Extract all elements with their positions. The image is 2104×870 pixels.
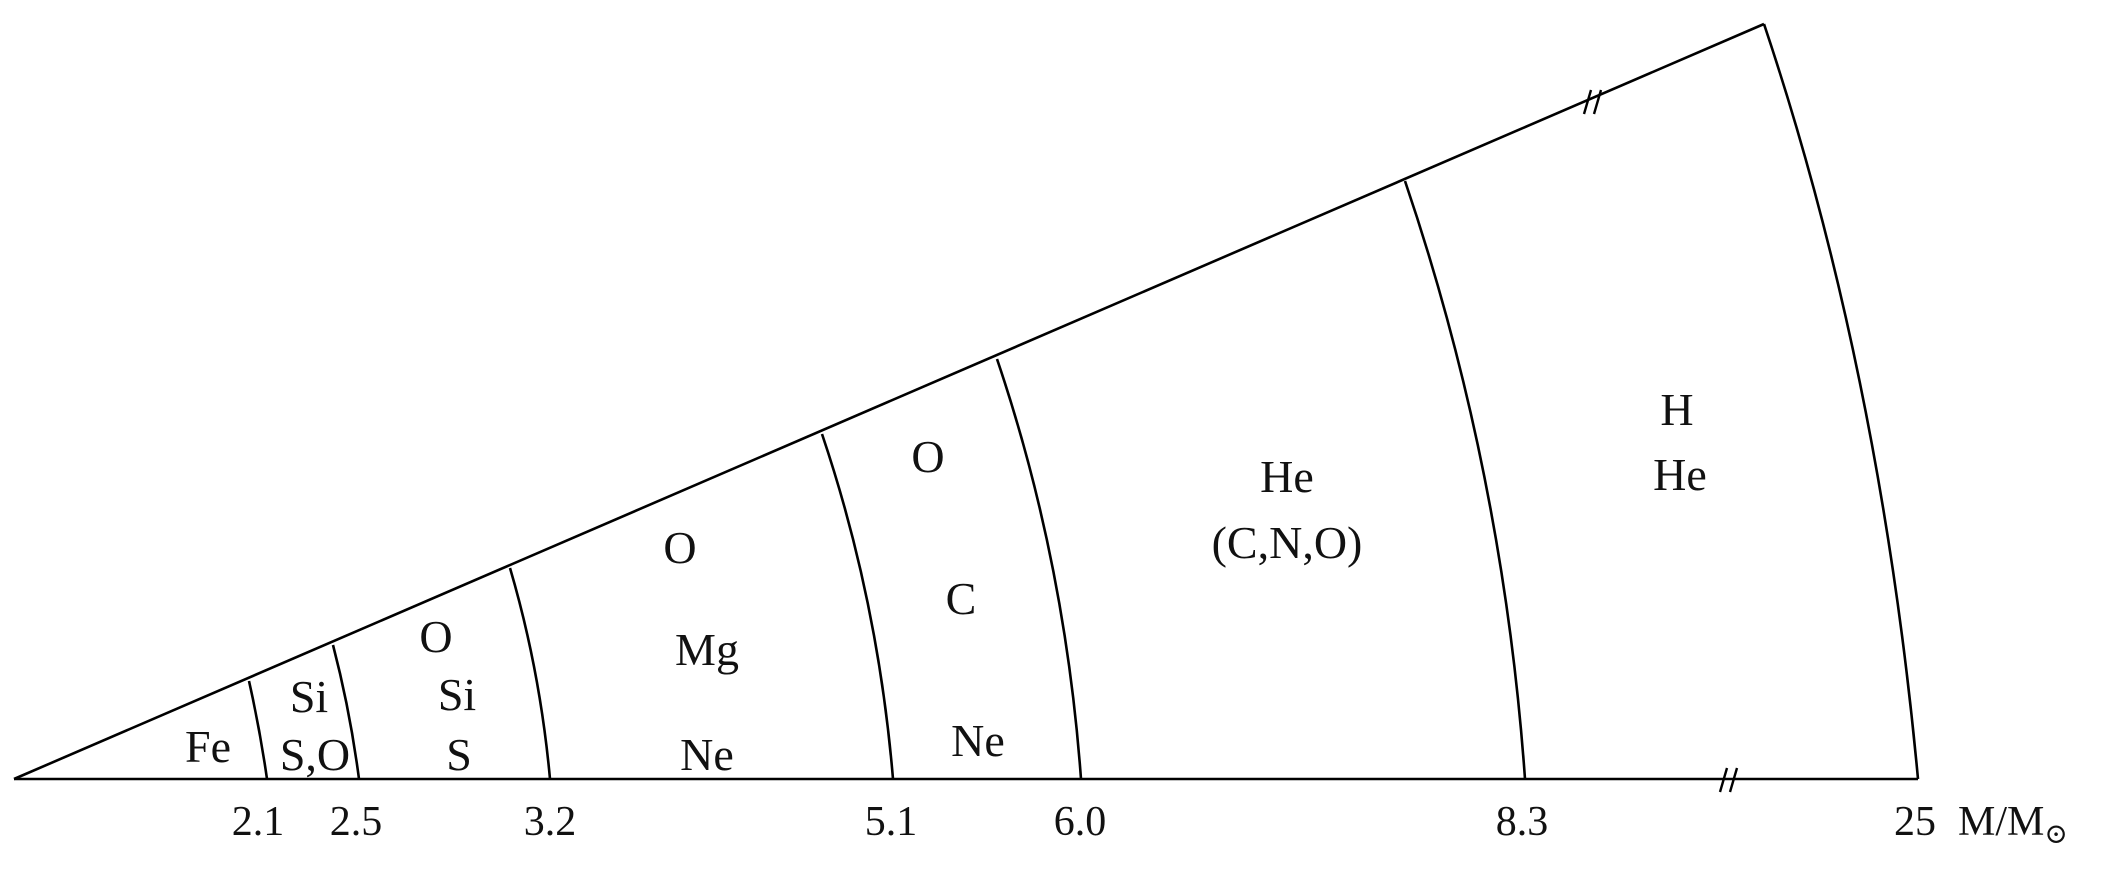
shell-label-o-3: S: [446, 729, 472, 780]
shell-label-he-1: He: [1260, 451, 1314, 502]
shell-label-c-3: Ne: [951, 715, 1005, 766]
shell-label-c-1: O: [911, 431, 945, 482]
tick-label-8-3: 8.3: [1495, 799, 1549, 845]
shell-label-si-1: Si: [289, 671, 329, 722]
wedge-top-edge: [14, 24, 1764, 779]
tick-label-6-0: 6.0: [1053, 799, 1107, 845]
axis-unit-main: M/M: [1958, 799, 2045, 845]
shell-label-o-2: Si: [437, 669, 477, 720]
shell-boundary-5-1: [822, 434, 893, 779]
axis-unit-label: [1958, 799, 2068, 850]
axis-break-top: [1584, 90, 1601, 114]
shell-label-fe-1: Fe: [185, 721, 231, 772]
tick-label-25: 25: [1894, 799, 1936, 845]
shell-label-c-2: C: [945, 573, 977, 624]
shell-boundary-6-0: [997, 359, 1081, 779]
shell-label-h-1: H: [1660, 384, 1694, 435]
shell-label-h-2: He: [1653, 449, 1707, 500]
shell-boundary-8-3: [1405, 181, 1525, 779]
shell-label-ne-3: Ne: [680, 729, 734, 780]
shell-label-ne-1: O: [663, 522, 697, 573]
tick-label-2-1: 2.1: [231, 799, 285, 845]
shell-boundary-3-2: [510, 568, 550, 779]
shell-label-ne-2: Mg: [675, 624, 739, 675]
shell-label-si-2: S,O: [279, 729, 351, 780]
tick-label-2-5: 2.5: [329, 799, 383, 845]
axis-unit-subscript: ⊙: [2044, 819, 2068, 850]
shell-boundary-2-1: [249, 681, 267, 779]
shell-label-he-2: (C,N,O): [1211, 517, 1363, 568]
tick-label-3-2: 3.2: [523, 799, 577, 845]
shell-boundary-25: [1764, 24, 1918, 779]
tick-label-5-1: 5.1: [864, 799, 918, 845]
shell-label-o-1: O: [419, 611, 453, 662]
